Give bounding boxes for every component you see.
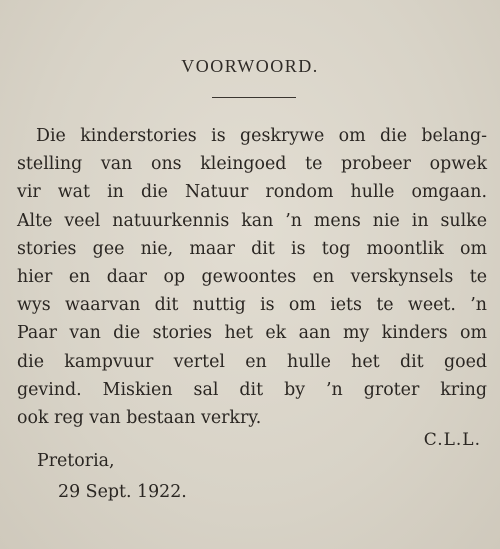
paragraph-line: Alte veel natuurkennis kan ’n mens nie in sulke [17, 210, 487, 231]
date-line: 29 Sept. 1922. [58, 482, 187, 502]
paragraph-line: stories gee nie, maar dit is tog moontlik om [17, 238, 487, 259]
paragraph-line: Paar van die stories het ek aan my kinders om [17, 323, 487, 344]
foreword-paragraph [17, 122, 487, 432]
paragraph-line: gevind. Miskien sal dit by ’n groter kring [17, 379, 487, 400]
paragraph-line: wys waarvan dit nuttig is om iets te weet. ’n [17, 295, 487, 316]
title-divider [212, 97, 296, 98]
author-initials: C.L.L. [423, 430, 481, 450]
page-title: VOORWOORD. [181, 56, 319, 76]
paragraph-line: die kampvuur vertel en hulle het dit goed [17, 351, 487, 372]
paragraph-line: stelling van ons kleingoed te probeer opwek [17, 154, 487, 175]
paragraph-line: vir wat in die Natuur rondom hulle omgaan. [17, 182, 487, 203]
place-line: Pretoria, [37, 451, 115, 471]
paragraph-line: ook reg van bestaan verkry. [17, 407, 262, 428]
paragraph-line: hier en daar op gewoontes en verskynsels te [17, 266, 487, 287]
paragraph-line: Die kinderstories is geskrywe om die belang- [36, 126, 487, 146]
